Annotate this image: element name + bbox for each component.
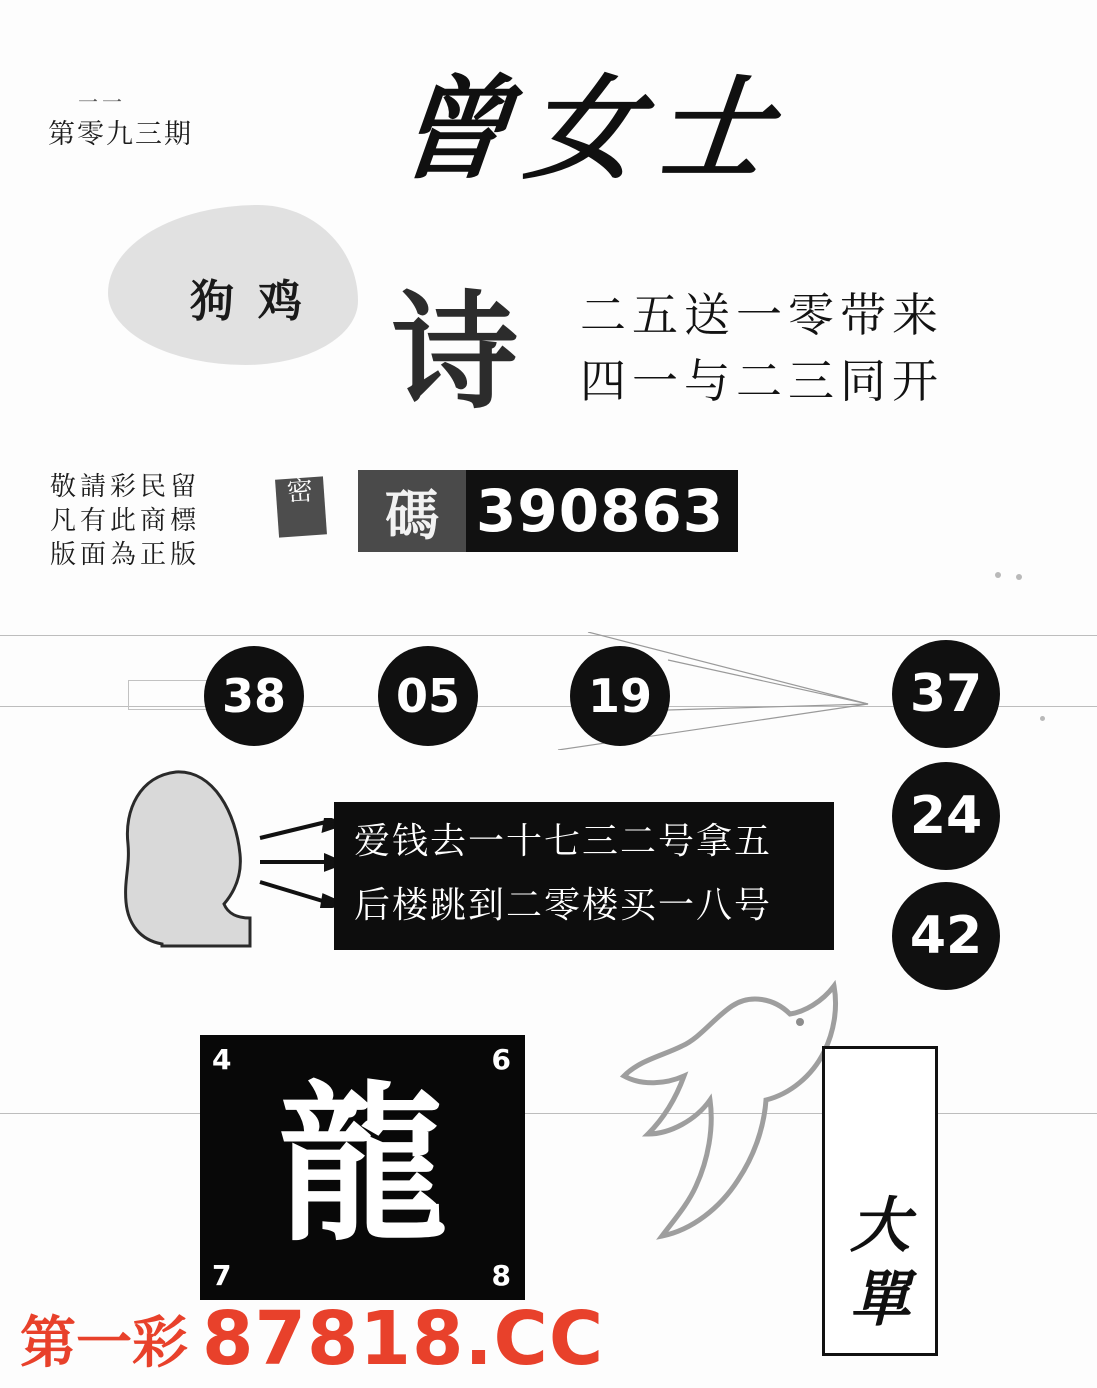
speech-line-2: 后楼跳到二零楼买一八号 — [354, 885, 773, 926]
notice-char: 正 — [140, 540, 167, 570]
poem-line-2: 四一与二三同开 — [580, 354, 944, 408]
draw-ball: 24 — [892, 762, 1000, 870]
notice-char: 此 — [110, 506, 137, 536]
zodiac-hint-2: 鸡 — [258, 276, 302, 327]
notice-char: 面 — [80, 540, 107, 570]
zodiac-card-character: 龍 — [277, 1065, 448, 1265]
speck — [995, 572, 1001, 578]
code-bar — [358, 470, 738, 552]
draw-ball: 19 — [570, 646, 670, 746]
code-value: 390863 — [466, 470, 738, 552]
draw-ball: 38 — [204, 646, 304, 746]
draw-ball: 05 — [378, 646, 478, 746]
notice-char: 商 — [140, 506, 167, 536]
notice-char: 請 — [80, 472, 107, 502]
poem-heading-char: 诗 — [392, 278, 518, 426]
notice-char: 敬 — [50, 472, 77, 502]
notice-char: 為 — [110, 540, 137, 570]
notice-column-4 — [140, 470, 166, 572]
draw-ball: 37 — [892, 640, 1000, 748]
brand-title: 曾女士 — [390, 64, 794, 195]
notice-column-5 — [170, 470, 196, 572]
zodiac-corner-bottom-right: 8 — [491, 1259, 511, 1292]
notice-char: 彩 — [110, 472, 137, 502]
zodiac-corner-top-right: 6 — [491, 1043, 511, 1076]
speaking-head-icon — [118, 768, 268, 948]
zodiac-card — [200, 1035, 525, 1300]
notice-char: 版 — [170, 540, 197, 570]
footer-url: 87818.CC — [202, 1296, 605, 1382]
issue-tick-mark: 一一 — [78, 90, 126, 114]
zodiac-hint-blob — [108, 205, 358, 365]
notice-column-2 — [80, 470, 106, 572]
notice-block — [50, 470, 196, 572]
notice-char: 標 — [170, 506, 197, 536]
zodiac-corner-top-left: 4 — [212, 1043, 232, 1076]
notice-char: 版 — [50, 540, 77, 570]
notice-char: 民 — [140, 472, 167, 502]
issue-label: 第零九三期 — [48, 119, 193, 150]
poem-lines — [580, 282, 944, 414]
vertical-banner-char-1: 大 — [850, 1191, 910, 1261]
footer-brand-cn: 第一彩 — [20, 1310, 188, 1376]
speck — [1016, 574, 1022, 580]
notice-char: 留 — [170, 472, 197, 502]
notice-column-3 — [110, 470, 136, 572]
code-label: 碼 — [358, 470, 466, 552]
seal-stamp: 密 — [275, 476, 327, 537]
draw-ball: 42 — [892, 882, 1000, 990]
vertical-banner-char-2: 單 — [850, 1265, 910, 1335]
notice-char: 有 — [80, 506, 107, 536]
speck — [1040, 716, 1045, 721]
notice-char: 凡 — [50, 506, 77, 536]
speech-line-1: 爱钱去一十七三二号拿五 — [354, 821, 773, 862]
zodiac-corner-bottom-left: 7 — [212, 1259, 232, 1292]
vertical-banner — [822, 1046, 938, 1356]
poem-line-1: 二五送一零带来 — [580, 288, 944, 342]
speech-arrows-icon — [256, 818, 342, 908]
zodiac-hint-1: 狗 — [190, 276, 234, 327]
footer-watermark — [20, 1296, 604, 1382]
speech-box — [334, 802, 834, 950]
notice-column-1 — [50, 470, 76, 572]
